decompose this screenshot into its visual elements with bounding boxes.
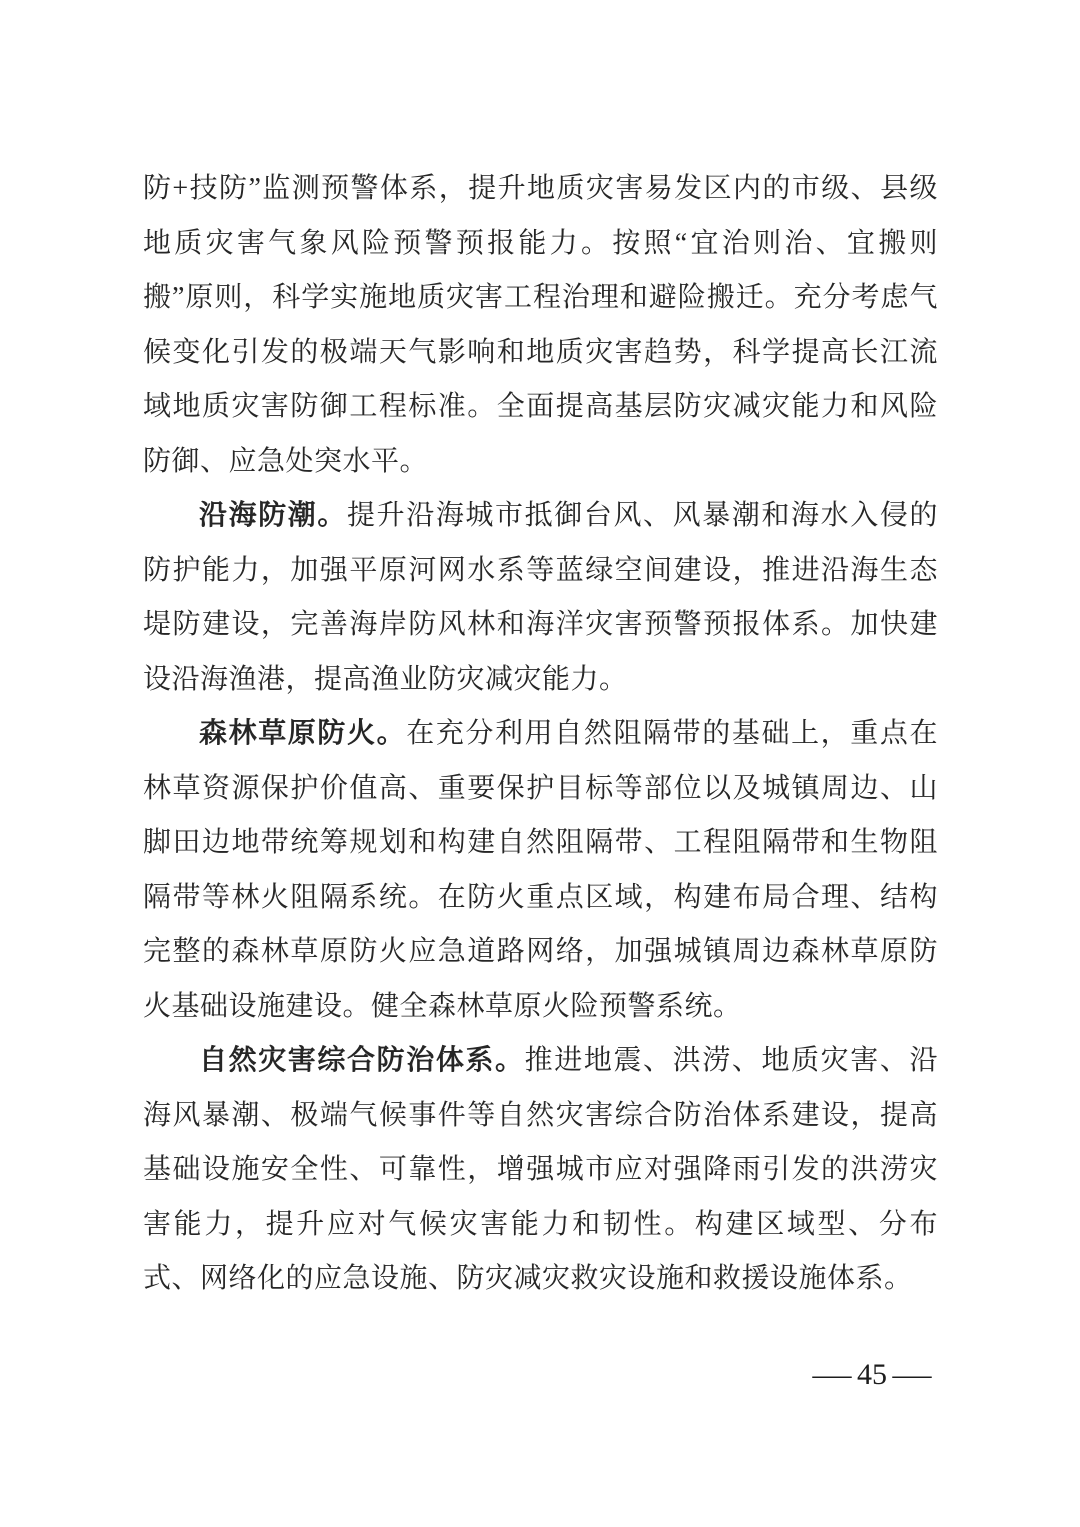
- paragraph-lead: 自然灾害综合防治体系。: [199, 1045, 525, 1076]
- paragraph-lead: 森林草原防火。: [199, 718, 407, 749]
- paragraph: [143, 1034, 938, 1307]
- page-number-dash-left: —: [812, 1358, 852, 1391]
- page-number-value: 45: [857, 1358, 887, 1391]
- paragraph-text: 在充分利用自然阻隔带的基础上，重点在林草资源保护价值高、重要保护目标等部位以及城镇周边、山脚田边地带统筹规划和构建自然阻隔带、工程阻隔带和生物阻隔带等林火阻隔系统。在防火重点区域，构建布局合理、结构完整的森林草原防火应急道路网络，加强城镇周边森林草原防火基础设施建设。健全森林草原火险预警系统。: [143, 718, 938, 1022]
- page-number: [807, 1352, 937, 1398]
- paragraph-text: 提升沿海城市抵御台风、风暴潮和海水入侵的防护能力，加强平原河网水系等蓝绿空间建设，推进沿海生态堤防建设，完善海岸防风林和海洋灾害预警预报体系。加快建设沿海渔港，提高渔业防灾减灾能力。: [143, 500, 938, 695]
- document-body: [143, 162, 938, 1307]
- paragraph-lead: 沿海防潮。: [199, 500, 348, 531]
- paragraph-text: 防+技防”监测预警体系，提升地质灾害易发区内的市级、县级地质灾害气象风险预警预报能力。按照“宜治则治、宜搬则搬”原则，科学实施地质灾害工程治理和避险搬迁。充分考虑气候变化引发的极端天气影响和地质灾害趋势，科学提高长江流域地质灾害防御工程标准。全面提高基层防灾减灾能力和风险防御、应急处突水平。: [143, 173, 938, 477]
- paragraph-text: 推进地震、洪涝、地质灾害、沿海风暴潮、极端气候事件等自然灾害综合防治体系建设，提高基础设施安全性、可靠性，增强城市应对强降雨引发的洪涝灾害能力，提升应对气候灾害能力和韧性。构建区域型、分布式、网络化的应急设施、防灾减灾救灾设施和救援设施体系。: [143, 1045, 938, 1294]
- paragraph: [143, 707, 938, 1034]
- paragraph: [143, 162, 938, 489]
- paragraph: [143, 489, 938, 707]
- page-number-dash-right: —: [892, 1358, 932, 1391]
